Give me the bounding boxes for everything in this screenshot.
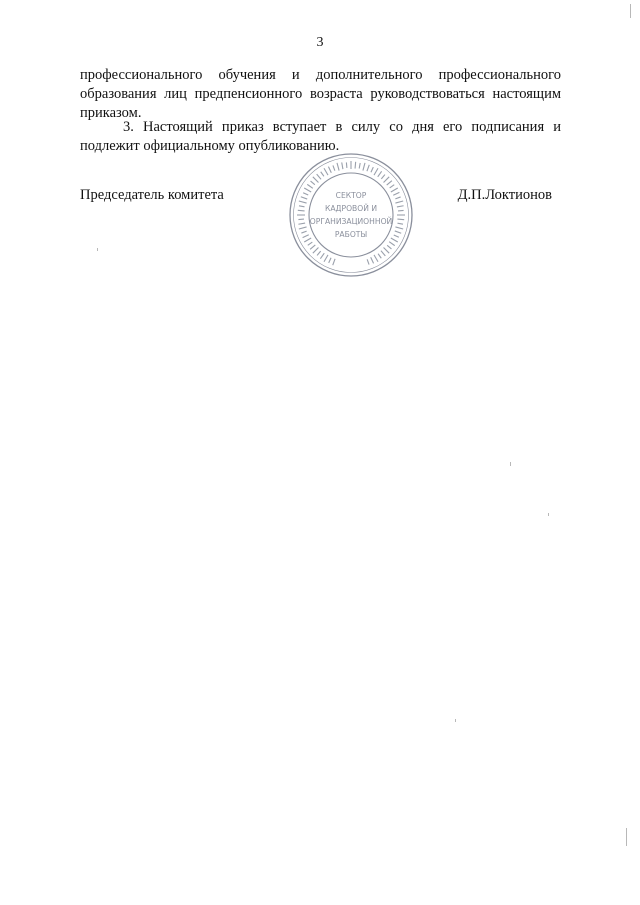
- paragraph-effective-date: 3. Настоящий приказ вступает в силу со дня его подписания и подлежит официальному опубликованию.: [80, 119, 561, 154]
- seal-ring-glyph: [395, 227, 403, 229]
- seal-ring-glyph: [384, 177, 390, 183]
- seal-ring-glyph: [394, 235, 399, 237]
- seal-ring-glyph: [371, 167, 373, 172]
- seal-line-2: КАДРОВОЙ И: [324, 204, 378, 213]
- seal-ring-glyph: [317, 174, 321, 179]
- seal-ring-glyph: [367, 259, 369, 264]
- seal-ring-glyph: [310, 245, 315, 249]
- seal-ring-glyph: [395, 231, 401, 233]
- seal-ring-glyph: [328, 167, 331, 173]
- scan-speck: [455, 719, 456, 722]
- seal-ring-glyph: [391, 238, 398, 242]
- seal-ring-glyph: [387, 245, 391, 249]
- seal-ring-glyph: [381, 175, 385, 179]
- seal-ring-glyph: [299, 206, 305, 207]
- seal-ring-glyph: [387, 181, 392, 185]
- seal-ring-glyph: [317, 251, 321, 255]
- seal-ring-glyph: [391, 188, 398, 192]
- signer-title: Председатель комитета: [80, 187, 224, 203]
- seal-ring-glyph: [313, 248, 319, 254]
- seal-ring-glyph: [378, 254, 381, 259]
- seal-ring-glyph: [342, 162, 343, 169]
- scan-speck: [510, 462, 511, 466]
- scan-speck: [97, 248, 98, 251]
- seal-ring-glyph: [299, 201, 307, 203]
- seal-ring-glyph: [371, 257, 374, 263]
- seal-ring-glyph: [324, 168, 328, 175]
- scan-speck: [630, 4, 631, 18]
- seal-ring-lettering: [297, 161, 405, 265]
- seal-ring-glyph: [381, 251, 385, 256]
- seal-ring-glyph: [333, 259, 335, 265]
- seal-ring-glyph: [367, 165, 369, 171]
- seal-ring-glyph: [395, 201, 403, 203]
- seal-ring-glyph: [359, 163, 360, 169]
- seal-ring-glyph: [320, 253, 324, 259]
- seal-ring-glyph: [355, 162, 356, 169]
- seal-ring-glyph: [324, 255, 328, 262]
- seal-ring-glyph: [374, 255, 378, 262]
- seal-ring-glyph: [304, 188, 311, 192]
- scan-speck: [626, 828, 627, 846]
- scan-speck: [548, 513, 549, 516]
- seal-ring-glyph: [397, 219, 404, 220]
- seal-ring-glyph: [298, 223, 305, 224]
- seal-outer-ring: [290, 154, 412, 276]
- seal-ring-glyph: [333, 165, 335, 170]
- seal-ring-glyph: [397, 206, 404, 207]
- seal-line-3: ОРГАНИЗАЦИОННОЙ: [309, 217, 393, 226]
- seal-ring-glyph: [395, 197, 400, 199]
- page-number: 3: [316, 35, 324, 50]
- seal-ring-glyph: [301, 197, 307, 199]
- seal-ring-glyph: [301, 231, 306, 233]
- seal-inner-ring: [309, 173, 393, 257]
- seal-ring-glyph: [390, 185, 395, 188]
- seal-line-1: СЕКТОР: [335, 191, 367, 200]
- seal-outer-ring-inner: [294, 158, 409, 273]
- seal-ring-glyph: [311, 181, 315, 185]
- seal-ring-glyph: [304, 238, 311, 242]
- seal-ring-glyph: [378, 171, 382, 177]
- seal-ring-glyph: [298, 210, 305, 211]
- official-seal-stamp: [288, 152, 414, 278]
- seal-ring-glyph: [303, 235, 309, 238]
- seal-ring-glyph: [389, 242, 395, 246]
- seal-ring-glyph: [337, 163, 339, 171]
- seal-graphic: [288, 152, 414, 278]
- seal-ring-glyph: [321, 172, 324, 177]
- seal-line-4: РАБОТЫ: [334, 230, 368, 239]
- seal-ring-glyph: [313, 177, 319, 183]
- paragraph-continuation: профессионального обучения и дополнительного профессионального образования лиц предпенсионного возраста руководствоваться настоящим приказом.: [80, 67, 561, 121]
- seal-ring-glyph: [308, 242, 313, 245]
- seal-ring-glyph: [307, 184, 313, 188]
- signer-name: Д.П.Локтионов: [457, 187, 552, 203]
- seal-ring-glyph: [374, 168, 378, 175]
- seal-ring-glyph: [363, 163, 365, 171]
- seal-ring-glyph: [299, 227, 307, 229]
- seal-ring-glyph: [303, 193, 308, 195]
- seal-ring-glyph: [384, 248, 390, 254]
- seal-ring-glyph: [393, 192, 399, 195]
- seal-ring-glyph: [329, 258, 331, 263]
- seal-ring-glyph: [397, 223, 403, 224]
